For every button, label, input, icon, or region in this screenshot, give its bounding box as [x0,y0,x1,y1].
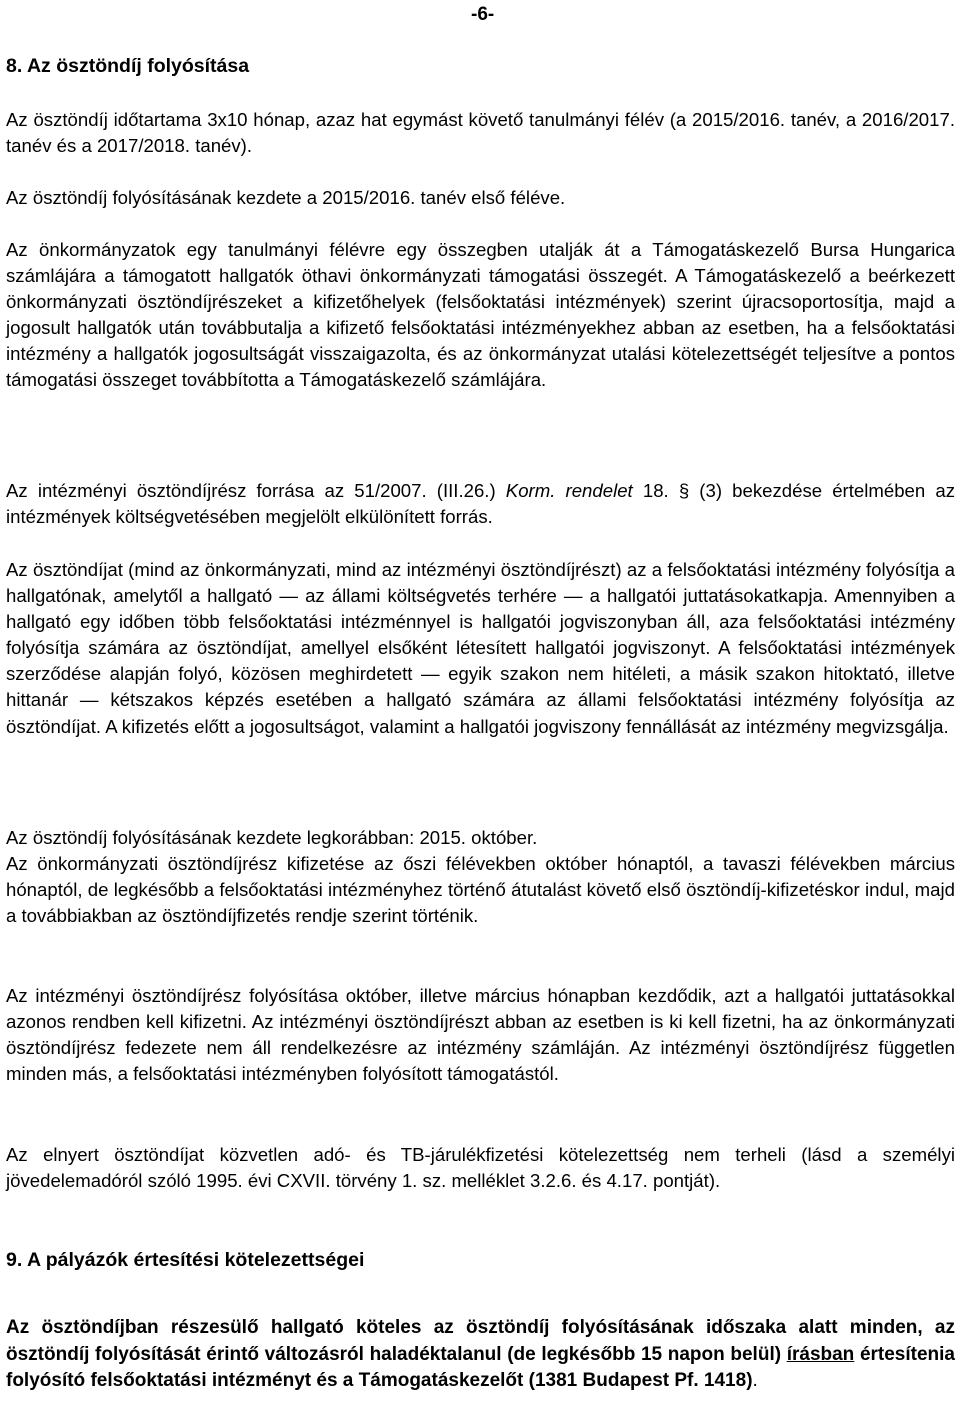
institutional-source-text-a: Az intézményi ösztöndíjrész forrása az 51/2007. (III.26.) [6,480,506,501]
institutional-source-paragraph [6,478,955,530]
notification-text-b: értesítenia folyósító felsőoktatási intézményt és a Támogatáskezelőt (1381 Budapest Pf. 1418) [6,1343,955,1392]
institutional-payment-paragraph: Az intézményi ösztöndíjrész folyósítása október, illetve március hónapban kezdődik, azt a hallgatói juttatásokkal azonos rendben kell kifizetni. Az intézményi ösztöndíjrészt abban az esetben is ki kell fizetni, ha az önkormányzati ösztöndíjrész fedezete nem áll rendelkezésre az intézmény számláján. Az intézményi ösztöndíjrész független minden más, a felsőoktatási intézményben folyósított támogatástól. [6,985,955,1085]
notification-text-a: Az ösztöndíjban részesülő hallgató köteles az ösztöndíj folyósításának időszaka alatt minden, az ösztöndíj folyósítását érintő változásról haladéktalanul (de legkésőbb 15 napon belül) [6,1317,955,1365]
disbursing-institution-paragraph: Az ösztöndíjat (mind az önkormányzati, mind az intézményi ösztöndíjrészt) az a felsőoktatási intézmény folyósítja a hallgatónak, amelytől a hallgató — az állami költségvetés terhére — a hallgatói juttatásokatkapja. Amennyiben a hallgató egy időben több felsőoktatási intézménnyel is hallgatói jogviszonyban áll, aza felsőoktatási intézmény folyósítja számára az ösztöndíjat, amellyel elsőként létesített hallgatói jogviszonyt. A felsőoktatási intézmények szerződése alapján folyó, közösen meghirdetett — egyik szakon nem hitéleti, a másik szakon hitoktató, illetve hittanár — kétszakos képzés esetében a hallgató számára az állami felsőoktatási intézmény folyósítja az ösztöndíjat. A kifizetés előtt a jogosultságot, valamint a hallgatói jogviszony fennállását az intézmény megvizsgálja. [6,559,955,737]
earliest-start-paragraph: Az ösztöndíj folyósításának kezdete legkorábban: 2015. október. [6,827,538,848]
payment-start-paragraph: Az ösztöndíj folyósításának kezdete a 2015/2016. tanév első féléve. [6,187,566,208]
municipal-transfer-paragraph: Az önkormányzatok egy tanulmányi félévre egy összegben utalják át a Támogatáskezelő Bursa Hungarica számlájára a támogatott hallgatók öthavi önkormányzati támogatási összegét. A Támogatáskezelő a beérkezett önkormányzati ösztöndíjrészeket a kifizetőhelyek (felsőoktatási intézmények) szerint újracsoportosítja, majd a jogosult hallgatók után továbbutalja a kifizető felsőoktatási intézményekhez abban az esetben, ha a felsőoktatási intézmény a hallgatók jogosultságát visszaigazolta, és az önkormányzat utalási kötelezettségét teljesítve a pontos támogatási összeget továbbította a Támogatáskezelő számlájára. [6,239,955,391]
tax-exemption-paragraph: Az elnyert ösztöndíjat közvetlen adó- és TB-járulékfizetési kötelezettség nem terheli (lásd a személyi jövedelemadóról szóló 1995. évi CXVII. törvény 1. sz. melléklet 3.2.6. és 4.17. pontját). [6,1144,955,1192]
municipal-payment-schedule-paragraph: Az önkormányzati ösztöndíjrész kifizetése az őszi félévekben október hónaptól, a tavaszi félévekben március hónaptól, de legkésőbb a felsőoktatási intézményhez történő átutalást követő első ösztöndíj-kifizetéskor indul, majd a továbbiakban az ösztöndíjfizetés rendje szerint történik. [6,853,955,927]
decree-name: Korm. rendelet [505,480,633,501]
scholarship-duration-paragraph: Az ösztöndíj időtartama 3x10 hónap, azaz hat egymást követő tanulmányi félév (a 2015/2016. tanév, a 2016/2017. tanév és a 2017/2018. tanév). [6,109,955,157]
section-8-heading: 8. Az ösztöndíj folyósítása [6,55,250,77]
notification-obligation-paragraph [6,1315,955,1395]
page-number: -6- [471,4,495,25]
notification-period: . [752,1370,758,1392]
institutional-source-text-b: 18. § (3) bekezdése értelmében az intézmények költségvetésében megjelölt elkülönített forrás. [6,480,955,528]
section-9-heading: 9. A pályázók értesítési kötelezettségei [6,1249,365,1271]
in-writing-emphasis: írásban [786,1343,855,1365]
